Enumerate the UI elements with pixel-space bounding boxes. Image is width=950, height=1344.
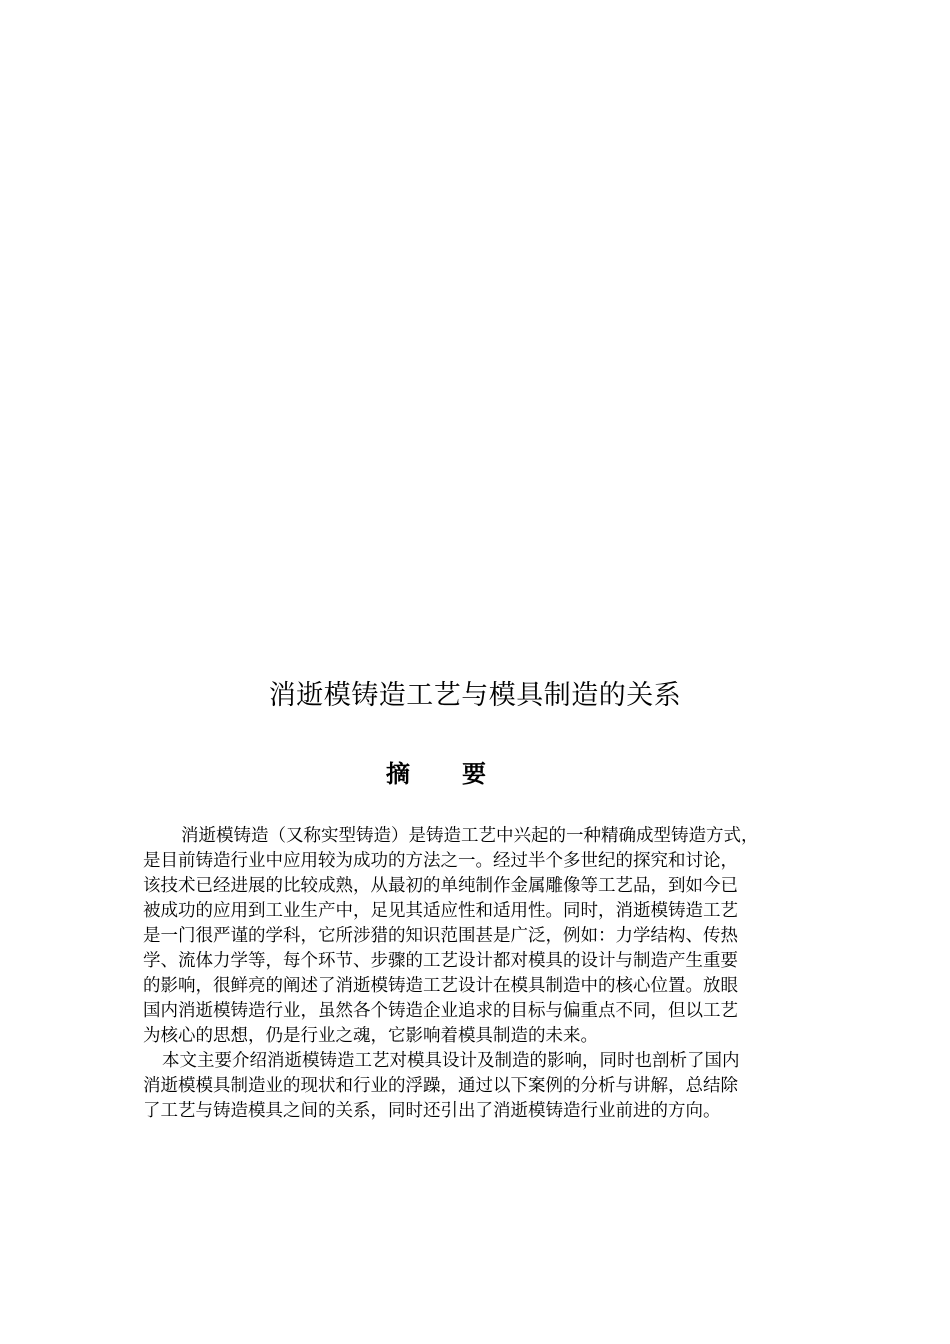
abstract-paragraph-1: [143, 824, 823, 1049]
paragraph-line: 本文主要介绍消逝模铸造工艺对模具设计及制造的影响，同时也剖析了国内: [162, 1051, 740, 1071]
abstract-heading-char-1: 摘: [386, 760, 410, 788]
paragraph-line: 为核心的思想，仍是行业之魂，它影响着模具制造的未来。: [143, 1026, 598, 1046]
paragraph-line: 消逝模模具制造业的现状和行业的浮躁，通过以下案例的分析与讲解，总结除: [143, 1076, 738, 1096]
paragraph-line: 的影响，很鲜亮的阐述了消逝模铸造工艺设计在模具制造中的核心位置。放眼: [143, 976, 738, 996]
abstract-paragraph-2: [143, 1049, 823, 1124]
abstract-heading-char-2: 要: [462, 760, 486, 788]
paragraph-line: 国内消逝模铸造行业，虽然各个铸造企业追求的目标与偏重点不同，但以工艺: [143, 1001, 738, 1021]
paragraph-line: 是目前铸造行业中应用较为成功的方法之一。经过半个多世纪的探究和讨论，: [143, 851, 738, 871]
paragraph-line: 了工艺与铸造模具之间的关系，同时还引出了消逝模铸造行业前进的方向。: [143, 1101, 721, 1121]
paragraph-line: 消逝模铸造（又称实型铸造）是铸造工艺中兴起的一种精确成型铸造方式，: [181, 826, 759, 846]
document-title: 消逝模铸造工艺与模具制造的关系: [268, 680, 682, 711]
paragraph-line: 该技术已经进展的比较成熟，从最初的单纯制作金属雕像等工艺品，到如今已: [143, 876, 738, 896]
paragraph-line: 被成功的应用到工业生产中，足见其适应性和适用性。同时，消逝模铸造工艺: [143, 901, 738, 921]
abstract-heading: [0, 756, 950, 792]
paragraph-line: 学、流体力学等，每个环节、步骤的工艺设计都对模具的设计与制造产生重要: [143, 951, 738, 971]
paragraph-line: 是一门很严谨的学科，它所涉猎的知识范围甚是广泛，例如：力学结构、传热: [143, 926, 738, 946]
abstract-body: [143, 824, 823, 1124]
